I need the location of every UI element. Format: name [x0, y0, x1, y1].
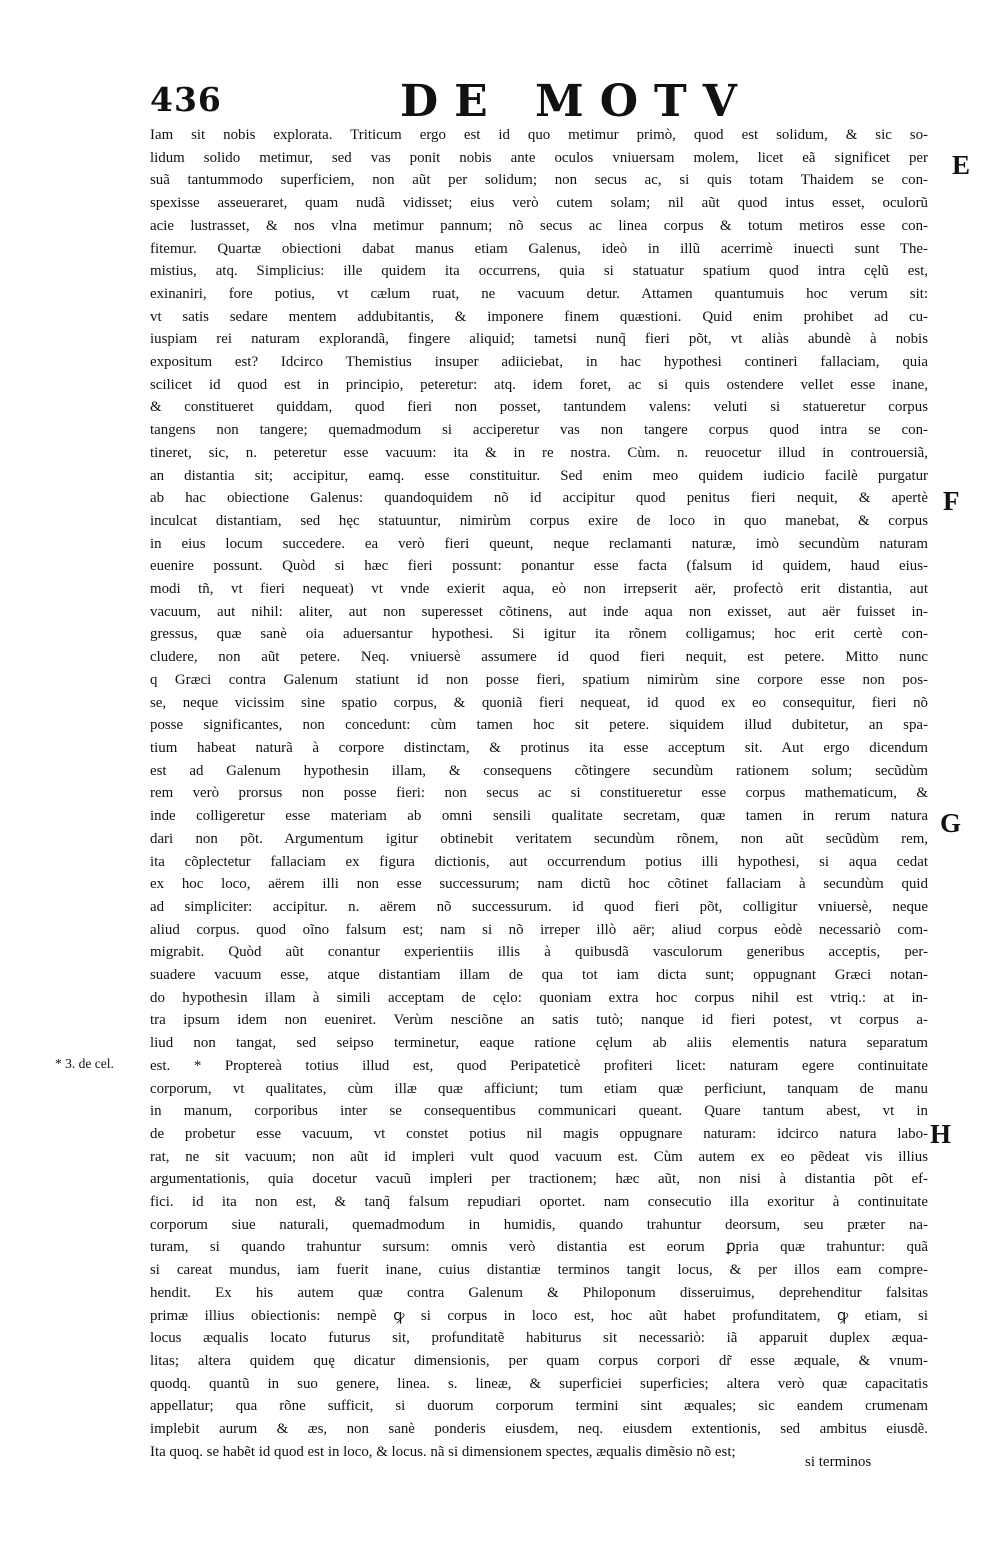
text-line: in eius locum succedere. ea verò fieri queunt, neque reclamanti naturæ, imò secundùm naturam	[150, 535, 928, 552]
main-text-block	[150, 124, 928, 1463]
text-line: & constitueret quiddam, quod fieri non posset, tantundem valens: veluti si statueretur corpus	[150, 399, 928, 416]
text-line: iuspiam rei naturam explorandã, fingere aliquid; tametsi nunq̃ fieri põt, vt aliàs abundè à nobis	[150, 331, 928, 348]
text-line: ab hac obiectione Galenus: quandoquidem nõ id accipitur quod penitus fieri nequit, & apertè	[150, 490, 928, 507]
text-line: corporum siue naturali, quemadmodum in humidis, quando trahuntur deorsum, seu præter na-	[150, 1216, 928, 1233]
text-line: inde colligeretur esse materiam ab omni sensili qualitate secretam, quæ tamen in rerum natura	[150, 808, 928, 825]
text-line: tineret, sic, n. peteretur esse vacuum: ita & in re nostra. Cùm. n. reuocetur illud in controuersiã,	[150, 444, 928, 461]
text-line: posse significantes, non concedunt: cùm tamen hoc sit petere. siquidem illud dubitetur, an spa-	[150, 717, 928, 734]
text-line: appellatur; qua rõne sufficit, si duorum corporum termini sint æquales; sic eandem crumenam	[150, 1398, 928, 1415]
text-line: migrabit. Quòd aũt conantur experientiis illis à quibusdã vasculorum generibus acceptis, per-	[150, 944, 928, 961]
text-line: suadere vacuum esse, atque distantiam illam de qua tot iam dicta sunt; oppugnant Græci notan-	[150, 967, 928, 984]
margin-marker-f: F	[943, 486, 960, 516]
text-line: vt satis sedare mentem addubitantis, & imponere finem quæstioni. Quid enim prohibet ad cu-	[150, 308, 928, 325]
text-line: tangens non tangere; quemadmodum si acciperetur vas non tangere corpus quod intra se con-	[150, 422, 928, 439]
margin-marker-g: G	[940, 808, 962, 838]
text-line: Ita quoq. se habẽt id quod est in loco, & locus. nã si dimensionem spectes, æqualis dimẽsio nõ est;	[150, 1443, 736, 1460]
text-line: vacuum, aut nihil: aliter, aut non superesset cõtinens, aut inde aqua non exisset, aut aër fuisset in-	[150, 603, 928, 620]
text-line: de probetur esse vacuum, vt constet potius nil magis oppugnare naturam: idcirco natura labo-	[150, 1125, 928, 1142]
page-number: 436	[150, 80, 222, 119]
text-line: ex hoc loco, aërem illi non esse successurum; nam dictũ hoc cõtinet fallaciam à secundùm quid	[150, 876, 928, 893]
text-line: q Græci contra Galenum statiunt id non posse fieri, spatium nimirùm sine corpore esse non pos-	[150, 671, 928, 688]
text-line: mistius, atq. Simplicius: ille quidem ita occurrens, quia si statuatur spatium quod intra cęlũ est,	[150, 263, 928, 280]
text-line: inculcat distantiam, sed hęc statuuntur, nimirùm corpus exire de loco in quo manebat, & corpus	[150, 512, 928, 529]
text-line: modi tñ, vt fieri nequeat) vt vnde exierit aqua, eò non irrepserit aër, profectò erit distantia, aut	[150, 581, 928, 598]
page-header	[150, 76, 890, 127]
text-line: expositum est? Idcirco Themistius insuper adiiciebat, in hac hypothesi contineri fallaciam, quia	[150, 354, 928, 371]
text-line: gressus, quæ sanè oia aduersantur hypothesi. Si igitur ita rõnem colligamus; hoc erit certè con-	[150, 626, 928, 643]
text-line: ita cõplectetur fallaciam ex figura dictionis, aut occurrendum potius illi hypothesi, si aqua cedat	[150, 853, 928, 870]
text-line: suã tantummodo superficiem, non aũt per solidum; non secus ac, si quis totam Thaidem se con-	[150, 172, 928, 189]
text-line: fici. id ita non est, & tanq̃ falsum repudiari oportet. nam consecutio illa exoritur à continuitate	[150, 1194, 928, 1211]
text-line: euenire possunt. Quòd si hæc fieri possunt: ponantur esse facta (falsum id quidem, haud eius-	[150, 558, 928, 575]
margin-marker-e: E	[952, 150, 971, 180]
margin-note-reference: * 3. de cel.	[55, 1056, 114, 1071]
text-line: turam, si quando trahuntur sursum: omnis verò distantia est eorum ꝑpria quæ trahuntur: quã	[150, 1239, 928, 1256]
text-line: fitemur. Quartæ obiectioni dabat manus etiam Galenus, ideò in illũ acerrimè inuecti sunt The-	[150, 240, 928, 257]
text-line: exinaniri, fore potius, vt cælum ruat, ne vacuum detur. Attamen quantumuis hoc verum sit:	[150, 285, 928, 302]
text-line: primæ illius obiectionis: nempè ꝙ si corpus in loco est, hoc aũt habet profunditatem, ꝙ etiam, si	[150, 1307, 928, 1324]
text-line: tra ipsum idem non eueniret. Verùm nesciõne an satis tutò; nanque id fieri potest, vt corpus a-	[150, 1012, 928, 1029]
text-line: ad simpliciter: accipitur. n. aërem nõ successurum. id quod fieri põt, colligitur vniuersè, neque	[150, 898, 928, 915]
text-line: corporum, vt qualitates, cùm illæ quæ afficiunt; tum etiam quæ perficiunt, tanquam de manu	[150, 1080, 928, 1097]
text-line: se, neque vicissim sine spatio corpus, & quoniã fieri nequeat, id quod ex eo consequitur, fieri nõ	[150, 694, 928, 711]
text-line: locus æqualis locato futurus sit, profunditatẽ habiturus sit necessariò: iã apparuit duplex æqua-	[150, 1330, 928, 1347]
text-line: tium habeat naturã à corpore distinctam, & protinus ita esse acceptum sit. Aut ergo dicendum	[150, 739, 928, 756]
text-line: litas; altera quidem quę dicatur dimensionis, per quam corpus corpori dr̃ esse æquale, & vnum-	[150, 1352, 928, 1369]
text-line: est ad Galenum hypothesin illam, & consequens cõtingere secundùm rationem solum; secũdùm	[150, 762, 928, 779]
text-line: aliud corpus. quod oĩno falsum est; nam si nõ irreper illò aër; aliud corpus eòdè necessariò com-	[150, 921, 928, 938]
text-line: lidum solido metimur, sed vas ponit nobis ante oculos vniuersam molem, licet eã significet per	[150, 149, 928, 166]
text-line: implebit aurum & æs, non sanè ponderis eiusdem, neq. eiusdem extentionis, sed ambitus eiusdẽ.	[150, 1421, 928, 1438]
text-line: est. * Proptereà totius illud est, quod Peripateticè profiteri licet: naturam egere continuitate	[150, 1057, 928, 1074]
text-line: Iam sit nobis explorata. Triticum ergo est id quo metimur primò, quod est solidum, & sic so-	[150, 127, 928, 143]
text-line: cludere, non aũt petere. Neq. vniuersè assumere id quod fieri nequit, est petere. Mitto nunc	[150, 649, 928, 666]
text-line: acie lustrasset, & nos vlna metimur pannum; nõ secus ac linea corpus & totum metiros esse con-	[150, 217, 928, 234]
text-line: do hypothesin illam à simili acceptam de cęlo: quoniam extra hoc corpus nihil est vtriq.: at in-	[150, 989, 928, 1006]
text-line: si careat mundus, iam fuerit inane, cuius distantiæ terminos tangit locus, & per illos eam compre-	[150, 1262, 928, 1279]
margin-marker-h: H	[930, 1119, 952, 1149]
running-title: DE MOTV	[400, 76, 753, 127]
text-line: hendit. Ex his autem quæ contra Galenum & Philoponum disseruimus, deprehenditur falsitas	[150, 1284, 928, 1301]
catchword: si terminos	[805, 1454, 872, 1470]
text-line: liud non tangat, sed seipso terminetur, eaque ratione cęlum ab aliis elementis natura separatum	[150, 1035, 928, 1052]
text-line: spexisse asseueraret, quam nudã vidisset; eius verò cutem solam; nil aũt quod intus esset, oculorũ	[150, 195, 928, 212]
text-line: rat, ne sit vacuum; non aũt id impleri vult quod vacuum est. Cùm autem ex eo pẽdeat vis illius	[150, 1148, 928, 1165]
text-line: scilicet id quod est in principio, peteretur: atq. idem foret, ac si quis ostendere vellet esse inane,	[150, 376, 928, 393]
text-line: argumentationis, quia docetur vacuũ impleri per tractionem; hæc aũt, non nisi à distantia põt ef-	[150, 1171, 928, 1188]
text-line: an distantia sit; accipitur, eamq. esse constituitur. Sed enim meo quidem iudicio facilè purgatur	[150, 467, 928, 484]
text-line: rem verò prorsus non posse fieri: non secus ac si constitueretur esse corpus mathematicum, &	[150, 785, 928, 802]
text-line: in manum, corporibus inter se consequentibus communicari queant. Quare tantum abest, vt in	[150, 1103, 928, 1120]
text-line: dari non põt. Argumentum igitur obtinebit veritatem secundùm rõnem, non aũt secũdùm rem,	[150, 830, 928, 847]
text-line: quodq. quantũ in suo genere, linea. s. lineæ, & superficiei superficies; altera verò quæ capacitatis	[150, 1375, 928, 1392]
